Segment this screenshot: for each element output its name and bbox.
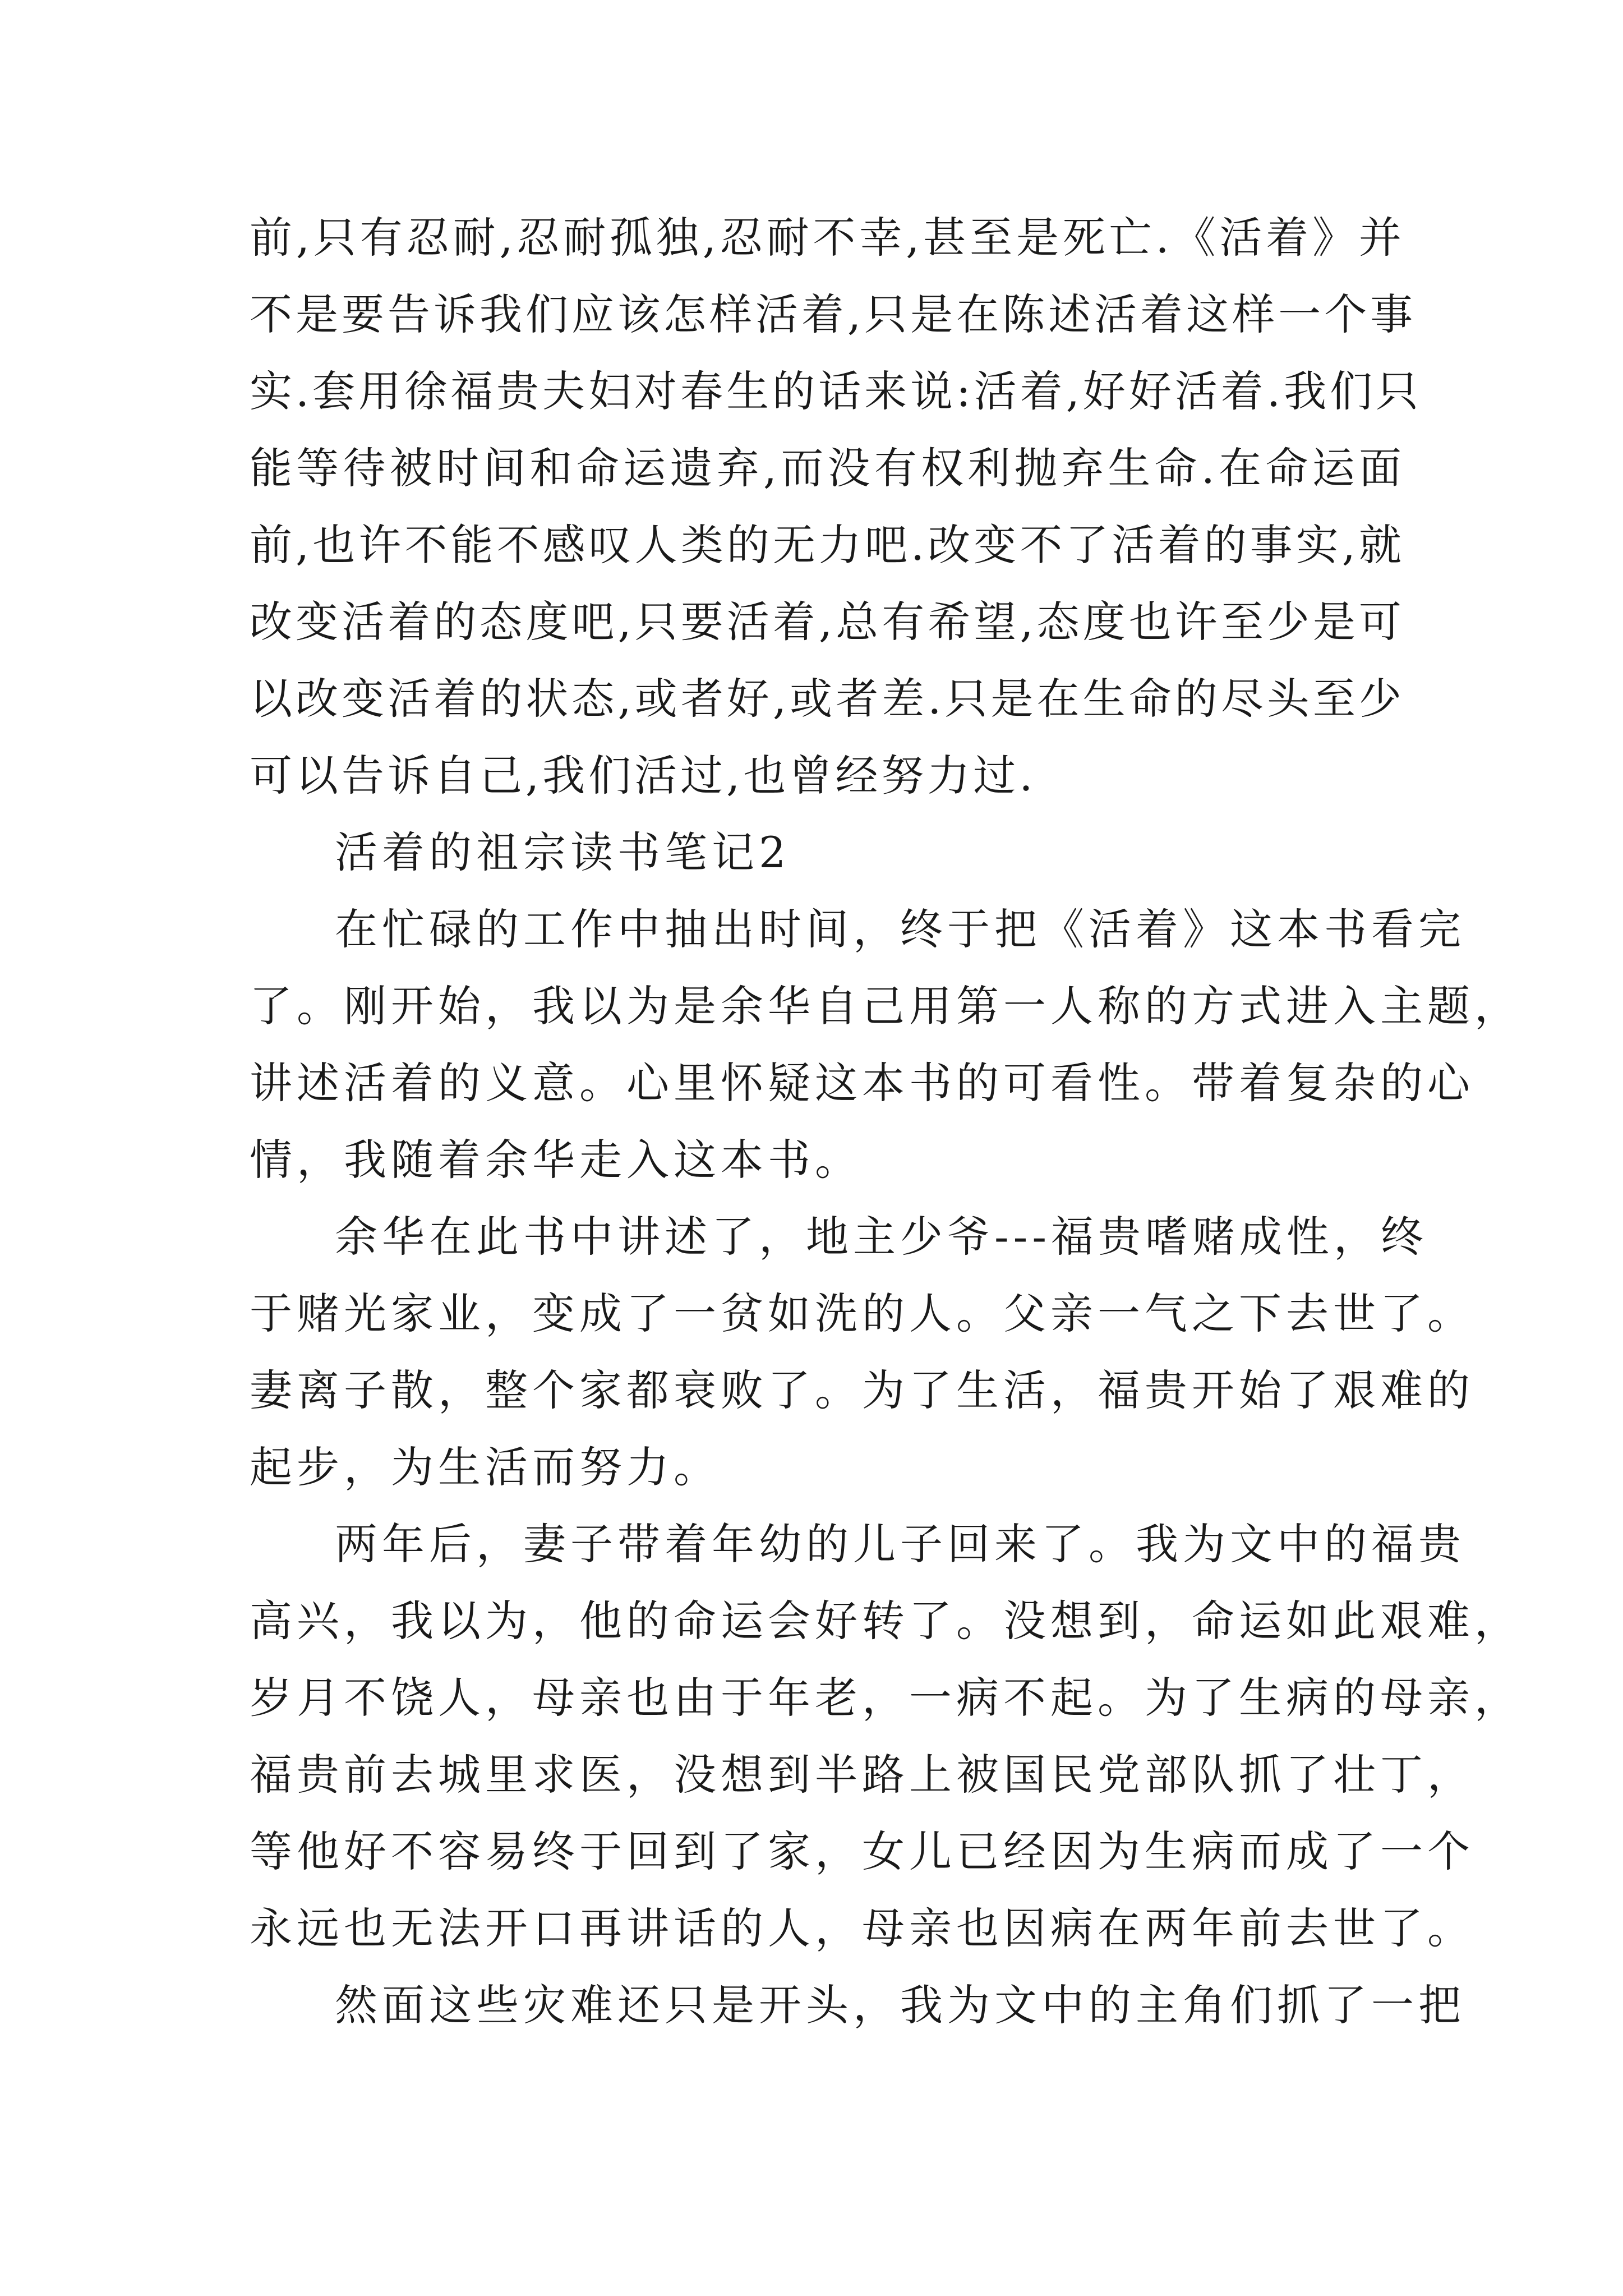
section-heading [250,814,1405,891]
text-line: 讲述活着的义意。心里怀疑这本书的可看性。带着复杂的心 [250,1058,1474,1108]
text-line: 岁月不饶人，母亲也由于年老，一病不起。为了生病的母亲， [250,1673,1521,1723]
paragraph [250,1198,1474,1506]
heading-text: 活着的祖宗读书笔记2 [335,827,791,877]
paragraph [250,1967,1465,2044]
text-line: 可以告诉自己,我们活过,也曾经努力过. [250,751,1036,800]
text-line: 实.套用徐福贵夫妇对春生的话来说:活着,好好活着.我们只 [250,366,1422,416]
text-line: 以改变活着的状态,或者好,或者差.只是在生命的尽头至少 [250,674,1405,724]
text-line: 于赌光家业，变成了一贫如洗的人。父亲一气之下去世了。 [250,1289,1474,1338]
text-line: 起步，为生活而努力。 [250,1442,721,1492]
text-line: 前,只有忍耐,忍耐孤独,忍耐不幸,甚至是死亡.《活着》并 [250,213,1405,263]
paragraph-continuation [250,199,1422,814]
text-line: 然面这些灾难还只是开头，我为文中的主角们抓了一把 [335,1980,1465,2030]
text-line: 妻离子散，整个家都衰败了。为了生活，福贵开始了艰难的 [250,1365,1474,1415]
paragraph [250,891,1521,1198]
text-line: 改变活着的态度吧,只要活着,总有希望,态度也许至少是可 [250,597,1405,647]
text-line: 两年后，妻子带着年幼的儿子回来了。我为文中的福贵 [335,1519,1465,1569]
text-line: 福贵前去城里求医，没想到半路上被国民党部队抓了壮丁， [250,1750,1474,1800]
text-line: 高兴，我以为，他的命运会好转了。没想到，命运如此艰难， [250,1596,1521,1646]
text-line: 等他好不容易终于回到了家，女儿已经因为生病而成了一个 [250,1826,1474,1876]
text-line: 能等待被时间和命运遗弃,而没有权利抛弃生命.在命运面 [250,443,1405,493]
text-line: 情，我随着余华走入这本书。 [250,1135,862,1185]
text-line: 了。刚开始，我以为是余华自己用第一人称的方式进入主题， [250,981,1521,1031]
text-line: 前,也许不能不感叹人类的无力吧.改变不了活着的事实,就 [250,520,1405,570]
text-line: 永远也无法开口再讲话的人，母亲也因病在两年前去世了。 [250,1903,1474,1953]
document-body [250,199,1521,2044]
text-line: 余华在此书中讲述了，地主少爷---福贵嗜赌成性，终 [335,1212,1428,1262]
text-line: 在忙碌的工作中抽出时间，终于把《活着》这本书看完 [335,904,1465,954]
paragraph [250,1506,1521,1967]
text-line: 不是要告诉我们应该怎样活着,只是在陈述活着这样一个事 [250,289,1417,339]
